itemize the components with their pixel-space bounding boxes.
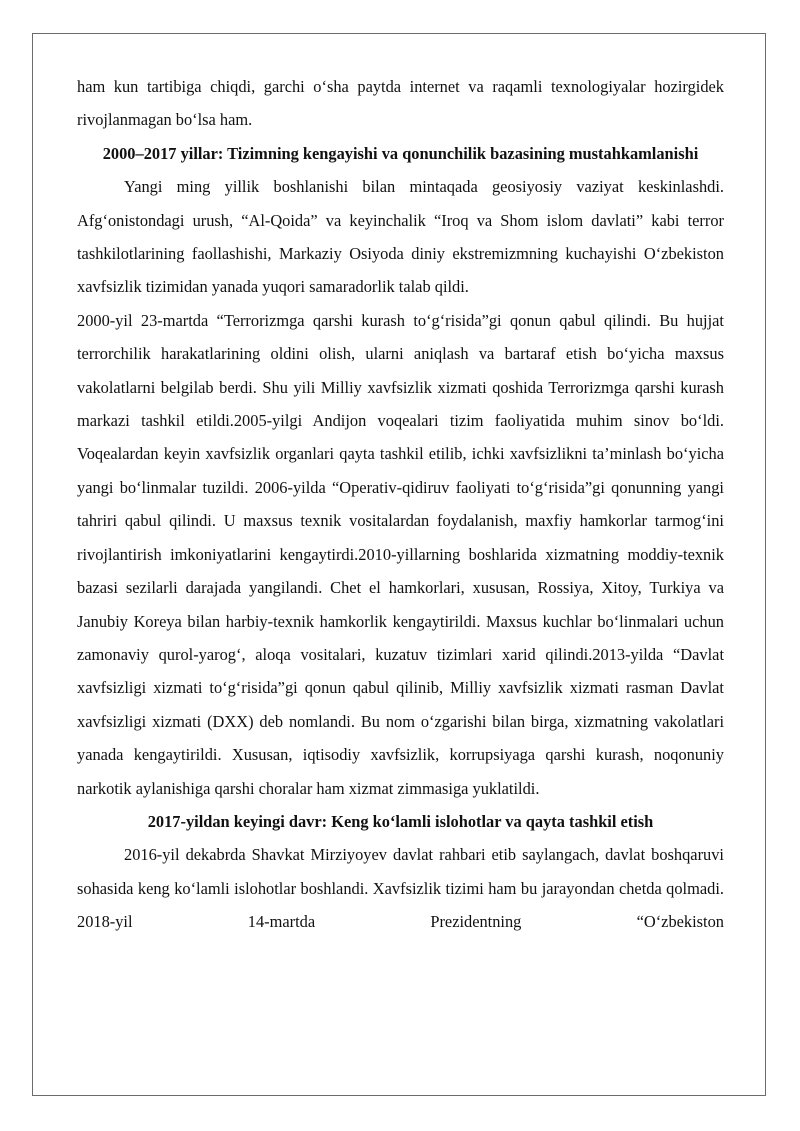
paragraph-continuation: ham kun tartibiga chiqdi, garchi o‘sha paytda internet va raqamli texnologiyalar hozirgidek rivojlanmagan bo‘lsa ham. bbox=[77, 77, 724, 130]
section-heading-after-2017: 2017-yildan keyingi davr: Keng ko‘lamli islohotlar va qayta tashkil etish bbox=[147, 811, 654, 831]
paragraph-reforms: 2016-yil dekabrda Shavkat Mirziyoyev davlat rahbari etib saylangach, davlat boshqaruvi sohasida keng ko‘lamli islohotlar boshlandi. Xavfsizlik tizimi ham bu jarayondan chetda qolmadi. 2018-yil 14-martda Prezidentning “O‘zbekiston bbox=[77, 845, 724, 932]
document-body bbox=[77, 70, 724, 939]
paragraph-laws-2000-2013: 2000-yil 23-martda “Terrorizmga qarshi kurash to‘g‘risida”gi qonun qabul qilindi. Bu hujjat terrorchilik harakatlarining oldini olish, ularni aniqlash va bartaraf etish bo‘yicha maxsus vakolatlarni belgilab berdi. Shu yili Milliy xavfsizlik xizmati qoshida Terrorizmga qarshi kurash markazi tashkil etildi.2005-yilgi Andijon voqealari tizim faoliyatida muhim sinov bo‘ldi. Voqealardan keyin xavfsizlik organlari qayta tashkil etilib, ichki xavfsizlikni ta’minlash bo‘yicha yangi bo‘linmalar tuzildi. 2006-yilda “Operativ-qidiruv faoliyati to‘g‘risida”gi qonunning yangi tahriri qabul qilindi. U maxsus texnik vositalardan foydalanish, maxfiy hamkorlar tarmog‘ini rivojlantirish imkoniyatlarini kengaytirdi.2010-yillarning boshlarida xizmatning moddiy-texnik bazasi sezilarli darajada yangilandi. Chet el hamkorlari, xususan, Rossiya, Xitoy, Turkiya va Janubiy Koreya bilan harbiy-texnik hamkorlik kengaytirildi. Maxsus kuchlar bo‘linmalari uchun zamonaviy qurol-yarog‘, aloqa vositalari, kuzatuv tizimlari xarid qilindi.2013-yilda “Davlat xavfsizligi xizmati to‘g‘risida”gi qonun qabul qilinib, Milliy xavfsizlik xizmati rasman Davlat xavfsizligi xizmati (DXX) deb nomlandi. Bu nom o‘zgarishi bilan birga, xizmatning vakolatlari yanada kengaytirildi. Xususan, iqtisodiy xavfsizlik, korrupsiyaga qarshi kurash, noqonuniy narkotik aylanishiga qarshi choralar ham xizmat zimmasiga yuklatildi. bbox=[77, 310, 724, 798]
section-heading-2000-2017: 2000–2017 yillar: Tizimning kengayishi va qonunchilik bazasining mustahkamlanishi bbox=[102, 143, 699, 163]
paragraph-geopolitics: Yangi ming yillik boshlanishi bilan mintaqada geosiyosiy vaziyat keskinlashdi. Afg‘onistondagi urush, “Al-Qoida” va keyinchalik “Iroq va Shom islom davlati” kabi terror tashkilotlarining faollashishi, Markaziy Osiyoda diniy ekstremizmning kuchayishi O‘zbekiston xavfsizlik tizimidan yanada yuqori samaradorlik talab qildi. bbox=[77, 177, 724, 297]
